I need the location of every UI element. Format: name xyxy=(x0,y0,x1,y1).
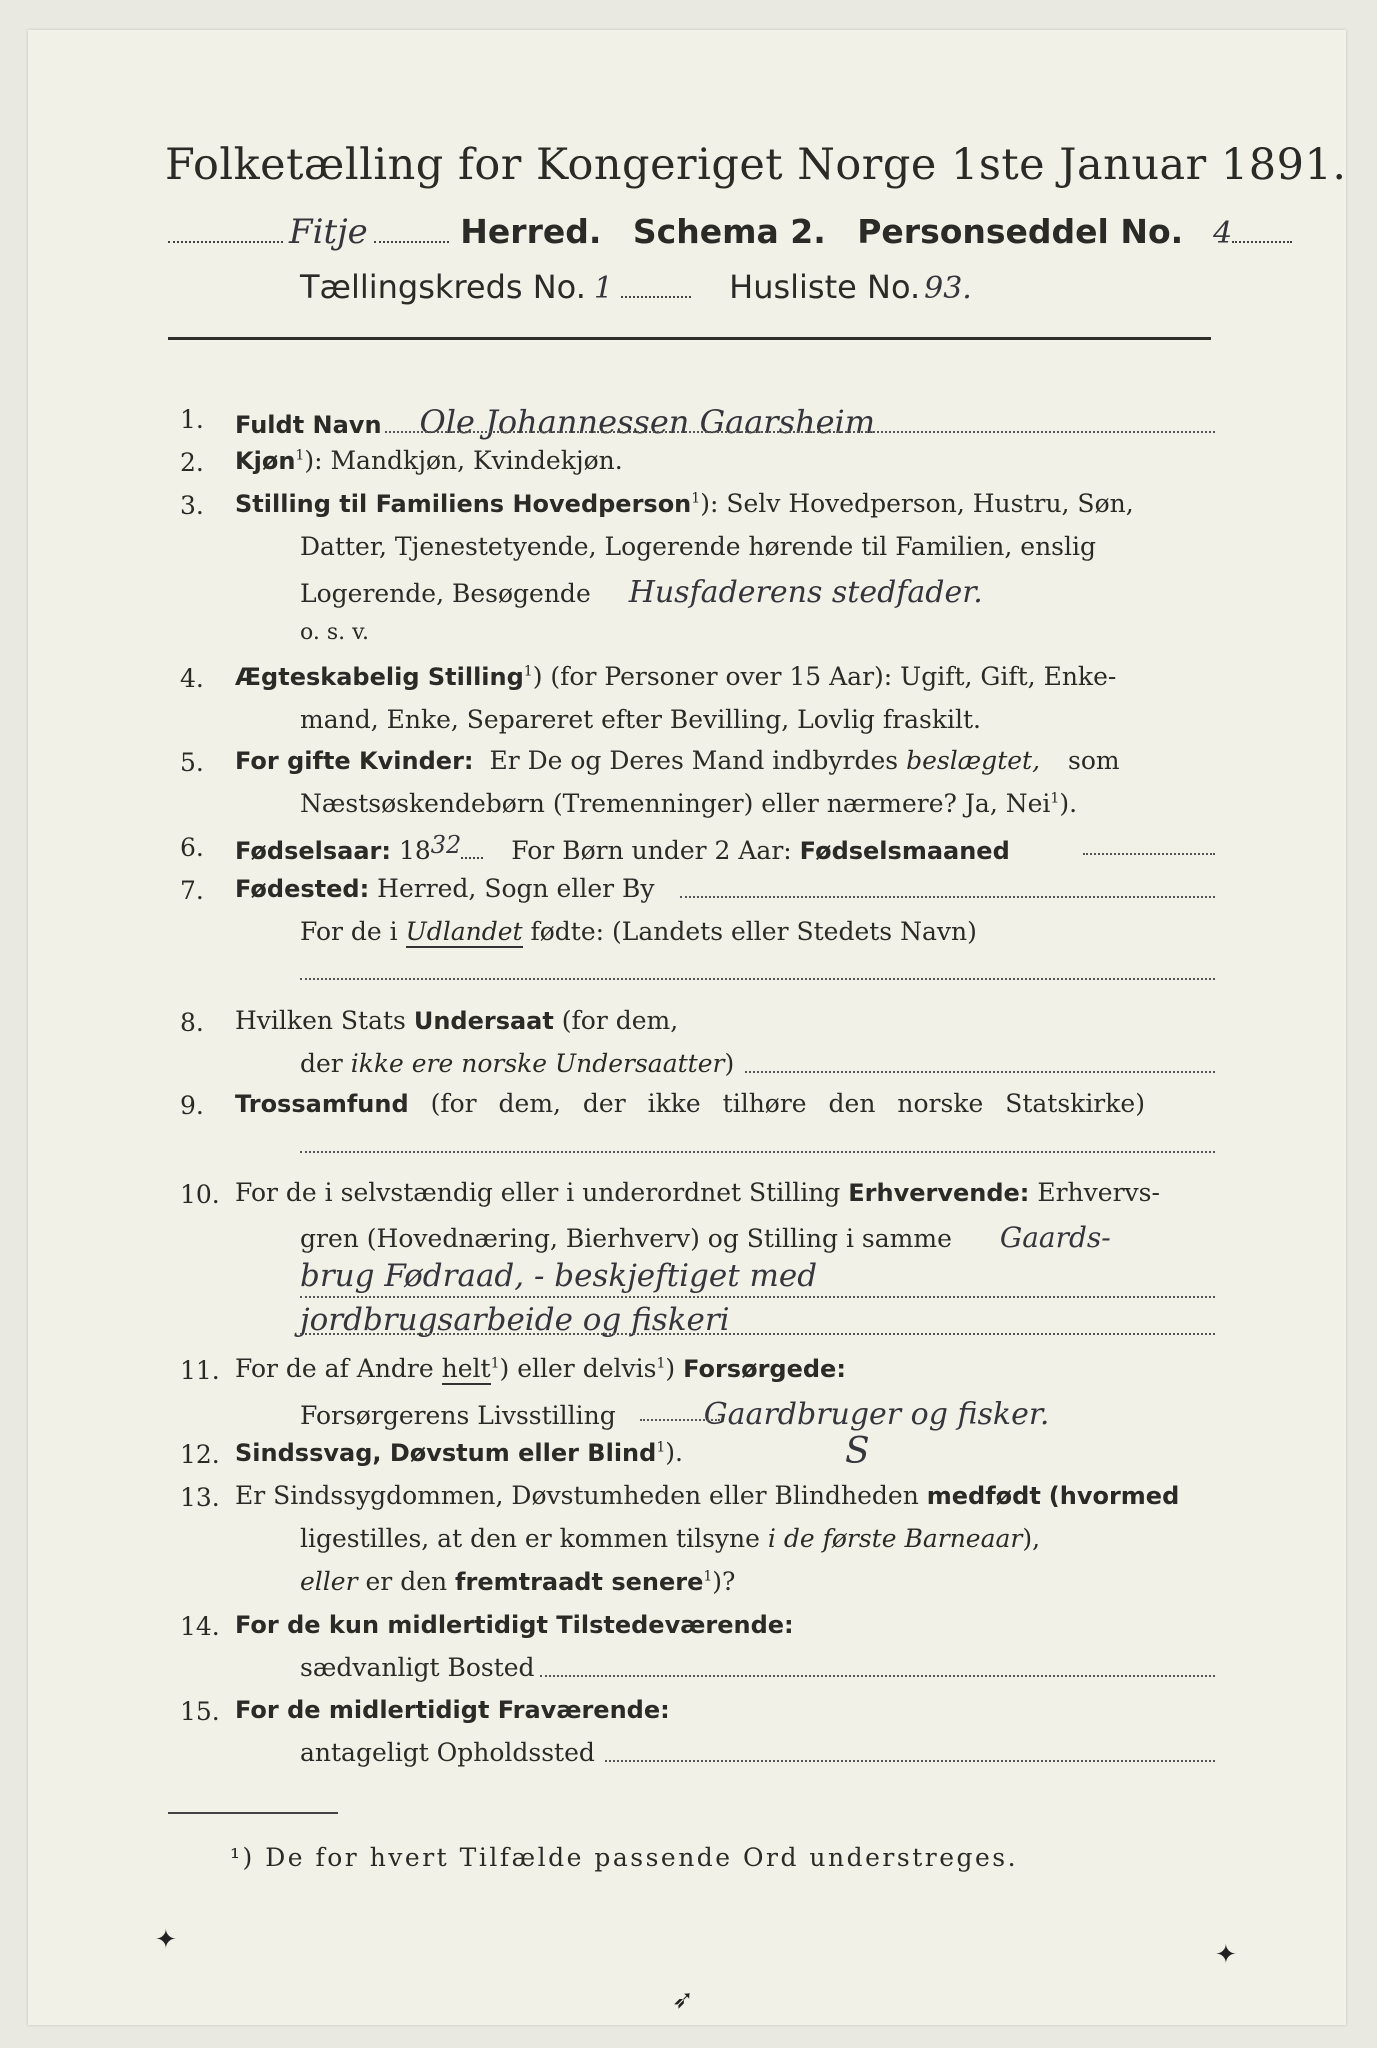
item-15-line-a xyxy=(235,1695,670,1725)
item-10-dotline-c xyxy=(300,1332,1215,1335)
form-title: Folketælling for Kongeriget Norge 1ste Januar 1891. xyxy=(165,140,1347,190)
item-10-answer-b: brug Fødraad, - beskjeftiget med xyxy=(300,1258,818,1294)
item-7-line-b xyxy=(300,917,977,947)
item-9-dotline xyxy=(300,1150,1215,1153)
item-10-text-a: For de i selvstændig eller i underordnet Stilling xyxy=(235,1178,841,1207)
item-3-text-d: o. s. v. xyxy=(300,620,369,645)
schema-label: Schema 2. xyxy=(632,212,826,251)
item-3-label: Stilling til Familiens Hovedperson xyxy=(235,490,692,518)
item-8-label: Undersaat xyxy=(413,1007,554,1035)
item-11-number: 11. xyxy=(180,1356,220,1385)
item-13-line-c: eller er den fremtraadt senere$^1$)? xyxy=(300,1567,736,1596)
item-2-label: Kjøn xyxy=(235,447,296,475)
item-13-label: medfødt xyxy=(926,1482,1041,1510)
item-3-answer: Husfaderens stedfader. xyxy=(628,575,983,610)
item-13-line-a xyxy=(235,1481,1179,1511)
item-15-number: 15. xyxy=(180,1697,220,1726)
item-10-line-a xyxy=(235,1178,1160,1208)
item-11-answer: Gaardbruger og fisker. xyxy=(703,1397,1050,1432)
item-3-text-a: ): Selv Hovedperson, Hustru, Søn, xyxy=(700,489,1134,518)
item-1-number: 1. xyxy=(180,405,204,434)
item-7-text-a: Herred, Sogn eller By xyxy=(377,874,655,903)
item-7-dotline-a xyxy=(680,895,1215,898)
item-13-text-a: Er Sindssygdommen, Døvstumheden eller Blindheden xyxy=(235,1481,919,1510)
item-13-text-c: er den xyxy=(365,1567,448,1596)
item-6-text-a: 18 xyxy=(398,836,431,865)
item-1-answer: Ole Johannessen Gaarsheim xyxy=(419,403,876,441)
item-14-text-b: sædvanligt Bosted xyxy=(300,1653,535,1682)
item-9 xyxy=(235,1089,1145,1119)
item-13-text-b-ital: i de første Barneaar xyxy=(767,1524,1023,1553)
item-3-text-c: Logerende, Besøgende xyxy=(300,579,591,608)
ink-mark-left: ✦ xyxy=(155,1925,177,1955)
item-8-line-b: der ikke ere norske Undersaatter) xyxy=(300,1049,735,1078)
item-8-text-b-ital: ikke ere norske Undersaatter xyxy=(350,1049,725,1078)
footnote: ¹) De for hvert Tilfælde passende Ord understreges. xyxy=(230,1843,1019,1872)
item-12-label: Sindssvag, Døvstum eller Blind xyxy=(235,1439,657,1467)
item-12-text-a: ). xyxy=(665,1438,683,1467)
item-2-footnote-ref: 1 xyxy=(295,447,305,464)
item-1-label: Fuldt Navn xyxy=(235,411,382,439)
item-7-text-b: For de i xyxy=(300,917,398,946)
item-1 xyxy=(235,403,875,441)
item-6-text-b: For Børn under 2 Aar: xyxy=(511,836,792,865)
header-line-herred xyxy=(168,212,1292,252)
herred-label: Herred. xyxy=(460,212,602,251)
item-5-text-a: Er De og Deres Mand indbyrdes xyxy=(489,746,899,775)
item-5-line-b: Næstsøskendebørn (Tremenninger) eller nærmere? Ja, Nei$^1$). xyxy=(300,789,1078,818)
herred-value: Fitje xyxy=(289,212,368,252)
item-11-line-b xyxy=(300,1397,1049,1433)
item-6-label-b: Fødselsmaaned xyxy=(799,837,1010,865)
item-4-text-b: mand, Enke, Separeret efter Bevilling, Lovlig fraskilt. xyxy=(300,705,981,734)
header-line-kreds xyxy=(300,268,972,306)
item-11-label: Forsørgede: xyxy=(683,1355,846,1383)
item-8-text-a-end: (for dem, xyxy=(561,1006,679,1035)
item-3-text-b: Datter, Tjenestetyende, Logerende hørende til Familien, enslig xyxy=(300,532,1097,561)
item-7-number: 7. xyxy=(180,876,204,905)
item-15-dotline xyxy=(605,1759,1215,1762)
item-9-text-a: (for dem, der ikke tilhøre den norske Statskirke) xyxy=(430,1089,1145,1118)
ink-mark-bottom: ➶ xyxy=(672,1985,694,2015)
item-7-text-b-ital: Udlandet xyxy=(405,917,523,946)
item-13-line-b xyxy=(300,1524,1040,1554)
item-5-text-b: Næstsøskendebørn (Tremenninger) eller nærmere? Ja, Nei xyxy=(300,789,1051,818)
item-12-number: 12. xyxy=(180,1440,220,1469)
item-5-line-a xyxy=(235,746,1120,776)
item-13-label-c: fremtraadt senere xyxy=(455,1568,704,1596)
item-7-text-b-end: fødte: (Landets eller Stedets Navn) xyxy=(530,917,977,946)
item-9-number: 9. xyxy=(180,1091,204,1120)
item-11-dotline xyxy=(640,1418,720,1421)
item-10-answer-a: Gaards- xyxy=(999,1221,1111,1254)
item-8-number: 8. xyxy=(180,1008,204,1037)
item-11-line-a: For de af Andre helt$^1$) eller delvis$^1$) Forsørgede: xyxy=(235,1354,846,1383)
item-7-line-a xyxy=(235,874,655,904)
item-7-label: Fødested: xyxy=(235,875,370,903)
item-11-text-a-u: helt xyxy=(441,1354,491,1383)
item-12: Sindssvag, Døvstum eller Blind$^1$). xyxy=(235,1438,683,1467)
taellingskreds-value: 1 xyxy=(593,271,613,306)
item-10-text-b: gren (Hovednæring, Bierhverv) og Stilling i samme xyxy=(300,1224,952,1253)
item-5-number: 5. xyxy=(180,748,204,777)
item-2 xyxy=(235,446,623,476)
husliste-label: Husliste No. xyxy=(729,268,921,306)
item-14-number: 14. xyxy=(180,1612,220,1641)
item-8-text-a: Hvilken Stats xyxy=(235,1006,406,1035)
item-2-number: 2. xyxy=(180,448,204,477)
item-6-label: Fødselsaar: xyxy=(235,837,391,865)
item-11-text-a-mid: ) eller delvis xyxy=(499,1354,657,1383)
item-8-line-a xyxy=(235,1006,678,1036)
item-6-number: 6. xyxy=(180,833,204,862)
item-10-label: Erhvervende: xyxy=(848,1179,1030,1207)
item-13-text-b: ligestilles, at den er kommen tilsyne xyxy=(300,1524,760,1553)
item-13-number: 13. xyxy=(180,1483,220,1512)
ink-mark-right: ✦ xyxy=(1215,1940,1237,1970)
item-14-line-a xyxy=(235,1610,794,1640)
item-10-text-a-end: Erhvervs- xyxy=(1037,1178,1160,1207)
item-5-text-a-ital: beslægtet, xyxy=(906,746,1041,775)
item-11-text-a: For de af Andre xyxy=(235,1354,434,1383)
item-6-answer: 32 xyxy=(430,831,462,859)
item-15-label: For de midlertidigt Fraværende: xyxy=(235,1696,670,1724)
item-14-label: For de kun midlertidigt Tilstedeværende: xyxy=(235,1611,794,1639)
item-3-number: 3. xyxy=(180,491,204,520)
item-12-answer: S xyxy=(845,1431,870,1472)
item-13-text-a-end: (hvormed xyxy=(1048,1482,1180,1510)
personseddel-value: 4 xyxy=(1213,216,1233,251)
taellingskreds-label: Tællingskreds No. xyxy=(300,268,586,306)
husliste-value: 93. xyxy=(924,271,972,306)
item-10-dotline-b xyxy=(300,1295,1215,1298)
item-6-dotline xyxy=(1083,852,1215,855)
item-3-line-a: Stilling til Familiens Hovedperson$^1$): Selv Hovedperson, Hustru, Søn, xyxy=(235,489,1134,518)
item-4-line-a: Ægteskabelig Stilling$^1$) (for Personer over 15 Aar): Ugift, Gift, Enke- xyxy=(235,662,1117,691)
item-3-line-c xyxy=(300,575,983,611)
item-4-label: Ægteskabelig Stilling xyxy=(235,663,524,691)
item-5-text-a-end: som xyxy=(1067,746,1120,775)
item-2-text: ): Mandkjøn, Kvindekjøn. xyxy=(304,446,623,475)
item-5-label: For gifte Kvinder: xyxy=(235,747,474,775)
footnote-rule xyxy=(168,1812,338,1814)
item-8-text-b: der xyxy=(300,1049,343,1078)
item-10-answer-c: jordbrugsarbeide og fiskeri xyxy=(300,1302,730,1338)
item-6 xyxy=(235,831,1010,866)
item-4-number: 4. xyxy=(180,664,204,693)
personseddel-label: Personseddel No. xyxy=(857,212,1184,251)
header-rule xyxy=(168,337,1211,340)
item-15-text-b: antageligt Opholdssted xyxy=(300,1738,595,1767)
item-13-text-c-ital: eller xyxy=(300,1567,358,1596)
item-13-text-c-end: )? xyxy=(712,1567,736,1596)
item-10-line-b xyxy=(300,1221,1111,1255)
item-14-dotline xyxy=(540,1674,1215,1677)
item-4-text-a: ) (for Personer over 15 Aar): Ugift, Gift, Enke- xyxy=(532,662,1117,691)
item-10-number: 10. xyxy=(180,1180,220,1209)
item-13-text-b-end: ), xyxy=(1022,1524,1041,1553)
item-8-dotline xyxy=(745,1070,1215,1073)
item-7-dotline-b xyxy=(300,977,1215,980)
item-9-label: Trossamfund xyxy=(235,1090,409,1118)
item-1-dotline xyxy=(385,430,1215,433)
item-11-text-b: Forsørgerens Livsstilling xyxy=(300,1401,616,1430)
